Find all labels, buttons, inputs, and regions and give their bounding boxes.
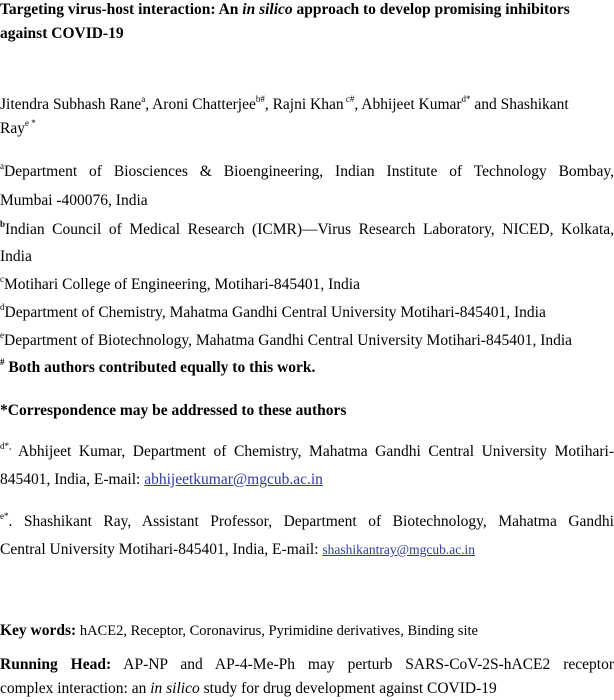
running-head-text: AP-NP and AP-4-Me-Ph may perturb SARS-CoV-2S-hACE2 receptor bbox=[111, 656, 614, 673]
running-head-italic: in silico bbox=[150, 680, 200, 697]
running-head-text: study for drug development against COVID-19 bbox=[199, 680, 497, 697]
title-text: Targeting virus-host interaction: An bbox=[0, 1, 243, 18]
affiliation-text: Motihari College of Engineering, Motihari-845401, India bbox=[4, 276, 360, 293]
affiliation-text: Department of Biosciences & Bioengineering, Indian Institute of Technology Bombay, bbox=[4, 163, 614, 180]
affiliation-b bbox=[0, 218, 614, 239]
email-link-kumar[interactable]: abhijeetkumar@mgcub.ac.in bbox=[144, 471, 323, 488]
affiliation-mark: a bbox=[0, 160, 4, 171]
affiliation-text: Department of Chemistry, Mahatma Gandhi Central University Motihari-845401, India bbox=[4, 304, 546, 321]
title-text-end: approach to develop promising inhibitors bbox=[292, 1, 570, 18]
affiliation-mark: d bbox=[0, 301, 5, 312]
email-link-ray[interactable]: shashikantray@mgcub.ac.in bbox=[322, 542, 476, 557]
keywords-text: hACE2, Receptor, Coronavirus, Pyrimidine derivatives, Binding site bbox=[76, 623, 478, 639]
author-name: and Shashikant bbox=[470, 96, 569, 113]
keywords-label: Key words: bbox=[0, 622, 77, 639]
running-head-label: Running Head: bbox=[0, 656, 112, 673]
author-name: , Rajni Khan bbox=[264, 96, 344, 113]
correspondence-text: Abhijeet Kumar, Department of Chemistry, Mahatma Gandhi Central University Motihari- bbox=[11, 443, 614, 460]
correspondence-mark: d*, bbox=[0, 440, 12, 451]
correspondence-ray-line-2 bbox=[0, 541, 475, 559]
affiliation-b-line-2: India bbox=[0, 248, 32, 265]
correspondence-heading: *Correspondence may be addressed to these authors bbox=[0, 402, 347, 419]
author-name: Jitendra Subhash Rane bbox=[0, 96, 142, 113]
running-head-text: complex interaction: an bbox=[0, 680, 151, 697]
affiliation-d bbox=[0, 301, 546, 322]
equal-contribution-note bbox=[0, 356, 316, 377]
author-affiliation-mark: d* bbox=[461, 93, 471, 104]
affiliation-text: Department of Biotechnology, Mahatma Gandhi Central University Motihari-845401, India bbox=[4, 332, 573, 349]
correspondence-text: . Shashikant Ray, Assistant Professor, Department of Biotechnology, Mahatma Gandhi bbox=[8, 513, 614, 530]
equal-contribution-text: Both authors contributed equally to this work. bbox=[4, 359, 316, 376]
affiliation-mark: c bbox=[0, 273, 4, 284]
correspondence-ray bbox=[0, 510, 614, 531]
affiliation-c bbox=[0, 273, 360, 294]
author-name: , Aroni Chatterjee bbox=[145, 96, 256, 113]
affiliation-mark: e bbox=[0, 329, 4, 340]
paper-title-line-1 bbox=[0, 1, 570, 19]
author-name: Ray bbox=[0, 120, 25, 137]
equal-contribution-mark: # bbox=[0, 356, 5, 367]
running-head-line-2 bbox=[0, 680, 497, 698]
affiliation-text: Indian Council of Medical Research (ICMR)—Virus Research Laboratory, NICED, Kolkata, bbox=[5, 221, 614, 238]
correspondence-text: 845401, India, E-mail: bbox=[0, 471, 145, 488]
author-list-line-2 bbox=[0, 117, 36, 138]
author-affiliation-mark: b# bbox=[255, 93, 265, 104]
author-list bbox=[0, 93, 569, 114]
author-affiliation-mark: a bbox=[141, 93, 146, 104]
affiliation-a-line-2: Mumbai -400076, India bbox=[0, 192, 148, 209]
correspondence-kumar bbox=[0, 440, 614, 461]
correspondence-text: Central University Motihari-845401, India, E-mail: bbox=[0, 541, 323, 558]
correspondence-mark: e* bbox=[0, 510, 9, 521]
affiliation-mark: b bbox=[0, 218, 6, 229]
correspondence-kumar-line-2 bbox=[0, 471, 323, 489]
author-affiliation-mark: e * bbox=[24, 117, 36, 128]
running-head bbox=[0, 656, 614, 674]
author-affiliation-mark: c# bbox=[343, 93, 355, 104]
title-italic-text: in silico bbox=[242, 1, 293, 18]
paper-title-line-2: against COVID-19 bbox=[0, 25, 124, 42]
affiliation-a bbox=[0, 160, 614, 181]
affiliation-e bbox=[0, 329, 573, 350]
keywords bbox=[0, 622, 478, 640]
author-name: , Abhijeet Kumar bbox=[354, 96, 462, 113]
